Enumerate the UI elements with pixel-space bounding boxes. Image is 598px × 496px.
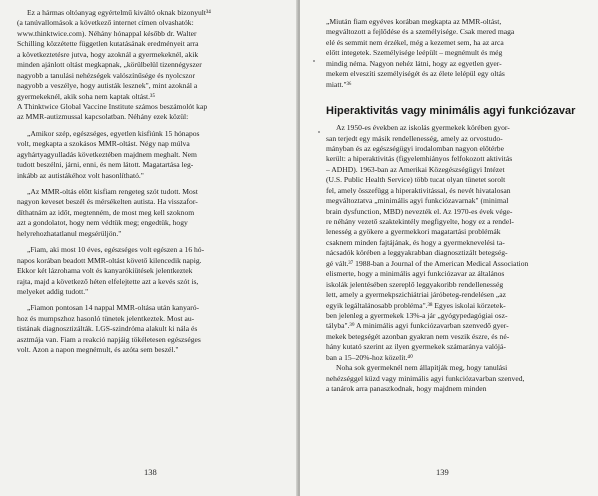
text-line: san terjedt egy másik rendellenesség, amely az orvostudo-: [326, 133, 503, 143]
text-line: hoz és mumpszhoz hasonló tünetek jelentkeztek. Most au-: [17, 313, 195, 323]
text-line: nagyobb a tanulási nehézségek valószínűsége és nyolcszor: [17, 70, 195, 80]
text-line: díthatnám az időt, megtenném, de most meg kell szoknom: [17, 207, 195, 217]
text-line: melyeket addig tudott.": [17, 286, 89, 296]
text-line: elé és semmit nem érzékel, még a kezemet sem, ha az arca: [326, 37, 504, 47]
text-line: Az 1950-es években az iskolás gyermekek körében gyor-: [336, 123, 510, 133]
text-line: az MMR-autizmussal kapcsolatban. Néhány ezek közül:: [17, 112, 189, 122]
text-line: Ez a hármas oltóanyag egyértelmű kiváltó oknak bizonyult³⁴: [27, 8, 211, 17]
text-line: miatt."³⁶: [326, 79, 352, 89]
text-line: gyermekeknél, akik soha nem kaptak oltást.³⁵: [17, 91, 155, 101]
text-line: (U.S. Public Health Service) több tucat olyan tünetet sorolt: [326, 175, 506, 185]
text-line: lett, amely a gyermekpszichiátriai járóbeteg-rendelésen „az: [326, 290, 507, 300]
text-line: „Az MMR-oltás előtt kisfiam rengeteg szót tudott. Most: [27, 187, 198, 196]
right-page-text: [326, 17, 584, 394]
left-page: [0, 0, 298, 496]
text-line: „Fiamon pontosan 14 nappal MMR-oltása után kanyaró-: [27, 303, 200, 313]
left-page-text: [17, 8, 275, 356]
text-line: rajta, majd a következő héten elfelejtette azt a kevés szót is,: [17, 276, 199, 286]
right-quote-block: [326, 17, 584, 90]
text-line: megváltoztatva „minimális agyi funkciózavarnak" (minimal: [326, 196, 509, 206]
text-line: asztmája van. Fiam a reakció napjáig tökéletesen egészséges: [17, 334, 201, 344]
text-line: gé vált.³⁷ 1988-ban a Journal of the American Medical Association: [326, 258, 529, 268]
text-line: Noha sok gyermeknél nem állapítják meg, hogy tanulási: [336, 363, 508, 373]
text-line: nagyobb a veszélye, hogy autisták lesznek", mint azoknál a: [17, 81, 198, 91]
right-page: [300, 0, 598, 496]
text-line: tályba".³⁹ A minimális agyi funkciózavarban szenvedő gyer-: [326, 321, 509, 331]
text-line: egyik legáltalánosabb probléma".³⁸ Egyes iskolai körzetek-: [326, 300, 506, 310]
text-line: mekek betegségét azonban gyakran nem veszik észre, és né-: [326, 331, 510, 341]
text-line: volt, megkapta a szokásos MMR-oltást. Négy nap múlva: [17, 139, 190, 149]
text-line: ben jelenleg a gyermekek 13%-a jár „gyógypedagógiai osz-: [326, 310, 508, 320]
text-line: megváltozott a fejlődése és a személyisége. Csak mered maga: [326, 27, 515, 37]
scan-speck: [318, 131, 320, 133]
page-number-right: 139: [436, 467, 449, 477]
text-line: „Fiam, aki most 10 éves, egészséges volt egészen a 16 hó-: [27, 245, 205, 255]
text-line: tudott beszélni, járni, enni, és nem látott. Magatartása leg-: [17, 160, 194, 170]
text-line: került: a hiperaktivitás (figyelemhiányos felfokozott aktivitás: [326, 154, 513, 164]
text-line: – ADHD). 1963-ban az Amerikai Közegészségügyi Intézet: [326, 164, 505, 174]
text-line: mekem elveszíti személyiségét és az élete lelépül egy oltás: [326, 69, 505, 79]
text-line: „Amikor szép, egészséges, egyetlen kisfiúnk 15 hónapos: [27, 128, 200, 138]
text-line: nácsadók körében a leggyakrabban diagnosztizált betegség-: [326, 248, 508, 258]
text-line: nehézséggel küzd vagy minimális agyi funkciózavarban szenved,: [326, 373, 525, 383]
text-line: Ekkor két lázrohama volt és kanyarókiütések jelentkeztek: [17, 266, 193, 276]
text-line: mányban és az egészségügyi irodalomban nagyon előtérbe: [326, 143, 504, 153]
text-line: tistának diagnosztizálták. LGS-szindróma alakult ki nála és: [17, 324, 198, 334]
text-line: inkább az autistákéhoz volt hasonlítható.": [17, 170, 144, 180]
text-line: a következtetésre jutva, hogy azoknál a gyermekeknél, akik: [17, 49, 199, 59]
text-line: iskolák jelentésében szereplő leggyakoribb rendellenesség: [326, 279, 504, 289]
text-line: lenesség a gyökere a gyermekkori magatartási problémák: [326, 227, 501, 237]
text-line: volt. Azon a napon megnémult, és azóta sem beszél.": [17, 345, 179, 355]
text-line: www.thinktwice.com). Néhány hónappal később dr. Walter: [17, 28, 197, 38]
scan-speck: [313, 60, 315, 62]
text-line: elismerte, hogy a minimális agyi funkciózavar az általános: [326, 269, 505, 279]
text-line: előtt integetek. Személyisége leépült – megnémult és még: [326, 48, 503, 58]
text-line: a tanárok arra panaszkodnak, hogy majdnem minden: [326, 384, 487, 393]
text-line: re néhány vezető szaktekintély megfigyelte, hogy ez a rendel-: [326, 217, 514, 226]
text-line: ban a 15–20%-hoz közelít.⁴⁰: [326, 352, 414, 362]
right-body-block: [326, 123, 584, 394]
text-line: A Thinktwice Global Vaccine Institute számos beszámolót kap: [17, 101, 208, 111]
page-number-left: 138: [144, 467, 157, 477]
text-line: azt a gondolatot, hogy nem védtük meg; engedtük, hogy: [17, 218, 188, 228]
text-line: brain dysfunction, MBD) nevezték el. Az 1970-es évek vége-: [326, 206, 513, 216]
text-line: fel, amely összefügg a hiperaktivitással, és nevét hivatalosan: [326, 185, 511, 195]
text-line: nagyon keveset beszél és mérsékelten autista. Ha visszafor-: [17, 197, 198, 207]
text-line: csaknem minden fajtájának, és hogy a gyermeknevelési ta-: [326, 237, 505, 247]
text-line: (a tanúvallomások a következő internet címen olvashatók:: [17, 18, 194, 28]
text-line: napos korában beadott MMR-oltást követő kilencedik napig.: [17, 255, 202, 265]
text-line: helyrehozhatatlanul megsérüljön.": [17, 228, 122, 238]
text-line: „Miután fiam egyéves korában megkapta az MMR-oltást,: [326, 17, 502, 26]
text-line: mindig néma. Nagyon nehéz látni, hogy az egyetlen gyer-: [326, 58, 502, 68]
text-line: hány kutató szerint az ilyen gyermekek számaránya valójá-: [326, 342, 506, 352]
text-line: agyhártyagyulladás következtében majdnem meghalt. Nem: [17, 149, 197, 159]
text-line: minden ajánlott oltást megkapnak, „körülbelül tizennégyszer: [17, 60, 202, 70]
text-line: Schilling közzétette független kutatásának eredményeit arra: [17, 39, 199, 49]
section-heading: Hiperaktivitás vagy minimális agyi funkciózavar: [326, 105, 576, 118]
